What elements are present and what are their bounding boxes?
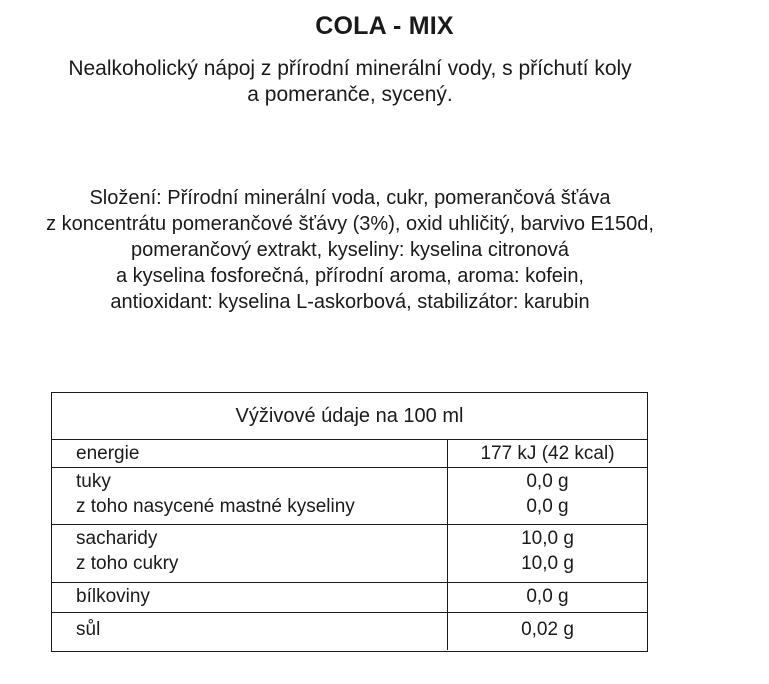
ingredients-line: Složení: Přírodní minerální voda, cukr, pomerančová šťáva <box>89 187 611 209</box>
table-row-protein <box>52 583 647 613</box>
nutrient-subvalue: 0,0 g <box>526 496 569 517</box>
nutrient-label: sůl <box>76 619 101 640</box>
ingredients-line: antioxidant: kyselina L-askorbová, stabilizátor: karubin <box>110 291 590 313</box>
nutrient-value: 177 kJ (42 kcal) <box>447 440 647 467</box>
nutrient-sublabel: z toho cukry <box>76 553 179 574</box>
nutrient-value: 10,0 g <box>521 528 574 549</box>
table-row-fat <box>52 468 647 525</box>
nutrient-value-group <box>447 468 647 524</box>
nutrition-table-header: Výživové údaje na 100 ml <box>52 393 647 440</box>
nutrient-label: tuky <box>76 471 111 492</box>
ingredients-block <box>0 185 700 315</box>
nutrient-subvalue: 10,0 g <box>521 553 574 574</box>
table-row-energy <box>52 440 647 468</box>
nutrient-sublabel: z toho nasycené mastné kyseliny <box>76 496 355 517</box>
product-title: COLA - MIX <box>315 12 454 40</box>
nutrient-label: sacharidy <box>76 528 158 549</box>
nutrient-label: energie <box>76 443 140 464</box>
table-row-salt <box>52 613 647 650</box>
nutrition-table <box>51 392 648 652</box>
nutrient-label-group <box>76 525 446 576</box>
nutrient-value-group <box>447 525 647 582</box>
nutrient-value: 0,02 g <box>447 613 647 650</box>
table-row-carbohydrates <box>52 525 647 583</box>
nutrient-label-group <box>76 468 446 519</box>
ingredients-line: z koncentrátu pomerančové šťávy (3%), oxid uhličitý, barvivo E150d, <box>46 213 654 235</box>
product-description <box>0 56 700 108</box>
product-description-line: a pomeranče, sycený. <box>247 83 453 106</box>
nutrient-value: 0,0 g <box>447 583 647 612</box>
ingredients-line: a kyselina fosforečná, přírodní aroma, aroma: kofein, <box>115 265 584 287</box>
ingredients-line: pomerančový extrakt, kyseliny: kyselina citronová <box>131 239 569 261</box>
nutrient-value: 0,0 g <box>526 471 569 492</box>
nutrient-label: bílkoviny <box>76 586 150 607</box>
product-description-line: Nealkoholický nápoj z přírodní minerální vody, s příchutí koly <box>68 57 632 80</box>
